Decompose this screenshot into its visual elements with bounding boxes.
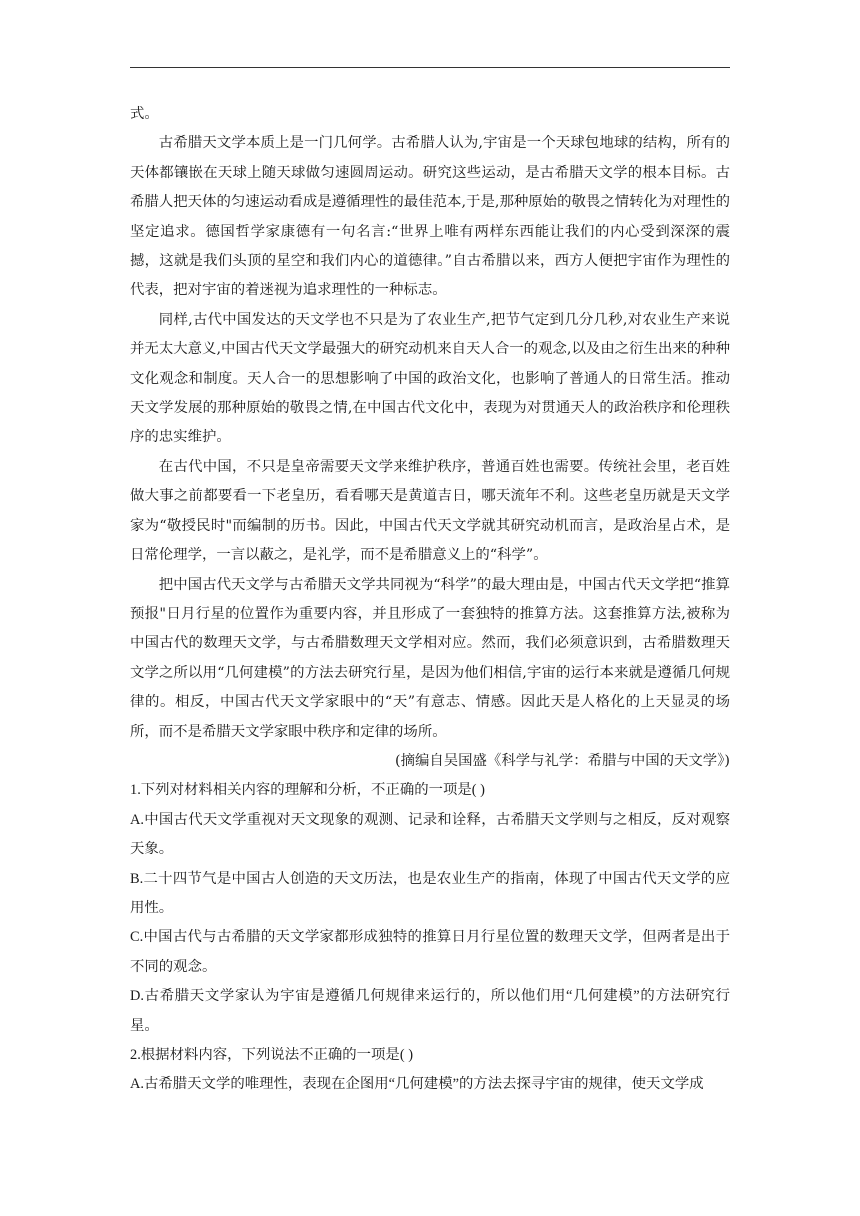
document-body	[130, 100, 730, 1100]
question-1-stem: 1.下列对材料相关内容的理解和分析，不正确的一项是( )	[130, 782, 485, 799]
question-2-option-a: A.古希腊天文学的唯理性，表现在企图用“几何建模”的方法去探寻宇宙的规律，使天文学成	[130, 1076, 704, 1093]
passage-paragraph-3: 在古代中国，不只是皇帝需要天文学来维护秩序，普通百姓也需要。传统社会里，老百姓做大事之前都要看一下老皇历，看看哪天是黄道吉日，哪天流年不利。这些老皇历就是天文学家为“敬授民时"而编制的历书。因此，中国古代天文学就其研究动机而言，是政治星占术，是日常伦理学，一言以蔽之，是礼学，而不是希腊意义上的“科学”。	[130, 458, 730, 564]
passage-paragraph-4: 把中国古代天文学与古希腊天文学共同视为“科学”的最大理由是，中国古代天文学把“推算预报"日月行星的位置作为重要内容，并且形成了一套独特的推算方法。这套推算方法,被称为中国古代的数理天文学，与古希腊数理天文学相对应。然而，我们必须意识到，古希腊数理天文学之所以用“几何建模”的方法去研究行星，是因为他们相信,宇宙的运行本来就是遵循几何规律的。相反，中国古代天文学家眼中的“天”有意志、情感。因此天是人格化的上天显灵的场所，而不是希腊天文学家眼中秩序和定律的场所。	[130, 576, 730, 740]
question-1-option-b: B.二十四节气是中国古人创造的天文历法，也是农业生产的指南，体现了中国古代天文学的应用性。	[130, 870, 730, 916]
question-1-option-d: D.古希腊天文学家认为宇宙是遵循几何规律来运行的，所以他们用“几何建模”的方法研究行星。	[130, 988, 730, 1034]
source-citation: (摘编自吴国盛《科学与礼学：希腊与中国的天文学》)	[394, 752, 730, 769]
passage-paragraph-2: 同样,古代中国发达的天文学也不只是为了农业生产,把节气定到几分几秒,对农业生产来说并无太大意义,中国古代天文学最强大的研究动机来自天人合一的观念,以及由之衍生出来的种种文化观念和制度。天人合一的思想影响了中国的政治文化，也影响了普通人的日常生活。推动天文学发展的那种原始的敬畏之情,在中国古代文化中，表现为对贯通天人的政治秩序和伦理秩序的忠实维护。	[130, 311, 730, 446]
passage-paragraph-1: 古希腊天文学本质上是一门几何学。古希腊人认为,宇宙是一个天球包地球的结构，所有的天体都镶嵌在天球上随天球做匀速圆周运动。研究这些运动，是古希腊天文学的根本目标。古希腊人把天体的匀速运动看成是遵循理性的最佳范本,于是,那种原始的敬畏之情转化为对理性的坚定追求。德国哲学家康德有一句名言:“世界上唯有两样东西能让我们的内心受到深深的震撼，这就是我们头顶的星空和我们内心的道德律。”自古希腊以来，西方人便把宇宙作为理性的代表，把对宇宙的着迷视为追求理性的一种标志。	[130, 135, 730, 299]
passage-fragment: 式。	[130, 106, 159, 122]
header-rule	[130, 67, 730, 68]
question-2-stem: 2.根据材料内容，下列说法不正确的一项是( )	[130, 1047, 414, 1063]
question-1-option-c: C.中国古代与古希腊的天文学家都形成独特的推算日月行星位置的数理天文学，但两者是出于不同的观念。	[130, 929, 730, 975]
question-1-option-a: A.中国古代天文学重视对天文现象的观测、记录和诠释，古希腊天文学则与之相反，反对观察天象。	[130, 811, 730, 858]
